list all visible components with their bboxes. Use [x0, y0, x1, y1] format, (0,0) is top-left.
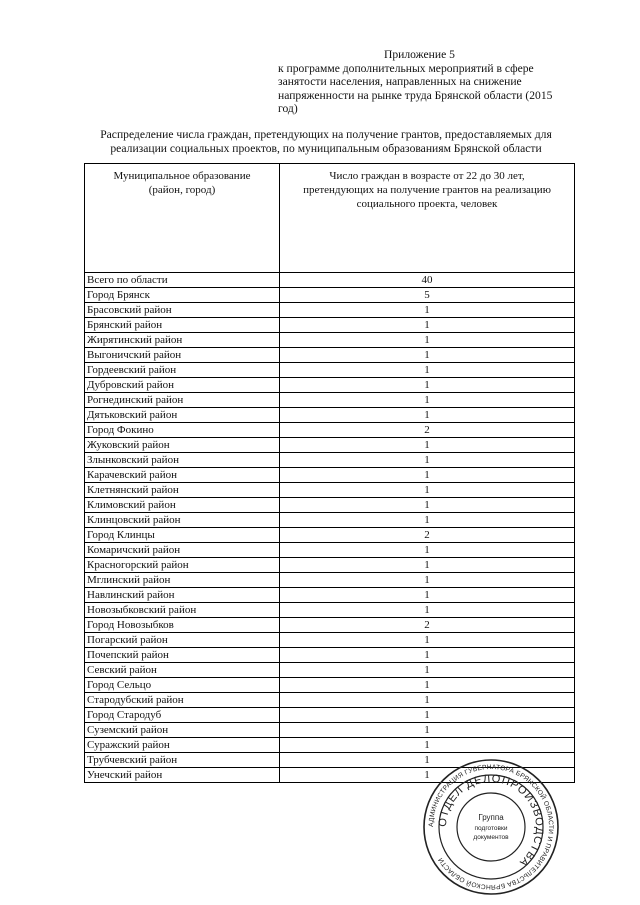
municipality-name: Город Брянск: [85, 288, 280, 303]
municipality-name: Город Сельцо: [85, 678, 280, 693]
municipality-name: Новозыбковский район: [85, 603, 280, 618]
table-row: [85, 573, 575, 588]
municipality-name: Город Стародуб: [85, 708, 280, 723]
table-row: [85, 663, 575, 678]
citizen-count: 1: [280, 588, 575, 603]
stamp-ring-text: АДМИНИСТРАЦИЯ ГУБЕРНАТОРА БРЯНСКОЙ ОБЛАСТИ И ПРАВИТЕЛЬСТВА БРЯНСКОЙ ОБЛАСТИ: [427, 763, 555, 891]
table-row: [85, 558, 575, 573]
municipality-name: Брасовский район: [85, 303, 280, 318]
municipality-name: Суземский район: [85, 723, 280, 738]
municipality-name: Город Клинцы: [85, 528, 280, 543]
citizen-count: 1: [280, 648, 575, 663]
citizen-count: 1: [280, 438, 575, 453]
caption-line: Распределение числа граждан, претендующих на получение грантов, предоставляемых для: [100, 128, 552, 141]
table-row: [85, 543, 575, 558]
municipality-name: Гордеевский район: [85, 363, 280, 378]
official-stamp: [420, 756, 562, 898]
table-row: [85, 333, 575, 348]
citizen-count: 1: [280, 393, 575, 408]
citizen-count: 1: [280, 738, 575, 753]
municipality-name: Всего по области: [85, 273, 280, 288]
appendix-line: напряженности на рынке труда Брянской области (2015: [278, 88, 553, 102]
table-row: [85, 393, 575, 408]
citizen-count: 1: [280, 513, 575, 528]
citizen-count: 1: [280, 498, 575, 513]
table-row: [85, 738, 575, 753]
document-caption: [66, 128, 586, 156]
table-row: [85, 363, 575, 378]
municipality-name: Рогнединский район: [85, 393, 280, 408]
citizen-count: 1: [280, 543, 575, 558]
municipality-name: Город Новозыбков: [85, 618, 280, 633]
citizen-count: 1: [280, 333, 575, 348]
citizen-count: 2: [280, 618, 575, 633]
municipality-name: Клинцовский район: [85, 513, 280, 528]
table-row: [85, 453, 575, 468]
municipality-name: Стародубский район: [85, 693, 280, 708]
municipality-name: Красногорский район: [85, 558, 280, 573]
distribution-table: [84, 163, 575, 783]
citizen-count: 1: [280, 483, 575, 498]
municipality-name: Злынковский район: [85, 453, 280, 468]
citizen-count: 1: [280, 318, 575, 333]
citizen-count: 1: [280, 723, 575, 738]
table-row: [85, 273, 575, 288]
citizen-count: 1: [280, 558, 575, 573]
table-row: [85, 678, 575, 693]
stamp-middle-text: ОТДЕЛ ДЕЛОПРОИЗВОДСТВА: [436, 772, 546, 870]
citizen-count: 1: [280, 693, 575, 708]
appendix-title: Приложение 5: [384, 48, 455, 61]
appendix-line: год): [278, 102, 298, 115]
citizen-count: 1: [280, 363, 575, 378]
table-row: [85, 723, 575, 738]
citizen-count: 1: [280, 708, 575, 723]
municipality-name: Суражский район: [85, 738, 280, 753]
municipality-name: Климовский район: [85, 498, 280, 513]
citizen-count: 2: [280, 423, 575, 438]
citizen-count: 1: [280, 573, 575, 588]
table-row: [85, 423, 575, 438]
municipality-name: Клетнянский район: [85, 483, 280, 498]
table-row: [85, 288, 575, 303]
stamp-center-line: Группа: [478, 813, 504, 822]
appendix-line: к программе дополнительных мероприятий в сфере: [278, 61, 534, 75]
table-row: [85, 528, 575, 543]
citizen-count: 1: [280, 663, 575, 678]
citizen-count: 1: [280, 633, 575, 648]
table-row: [85, 468, 575, 483]
header-municipality: Муниципальное образование (район, город): [85, 164, 280, 273]
municipality-name: Дятьковский район: [85, 408, 280, 423]
citizen-count: 1: [280, 768, 575, 783]
header-citizen-count: Число граждан в возрасте от 22 до 30 лет, претендующих на получение грантов на реализацию социального проекта, человек: [280, 164, 575, 273]
table-row: [85, 708, 575, 723]
table-row: [85, 378, 575, 393]
municipality-name: Севский район: [85, 663, 280, 678]
municipality-name: Жуковский район: [85, 438, 280, 453]
municipality-name: Мглинский район: [85, 573, 280, 588]
citizen-count: 1: [280, 378, 575, 393]
stamp-center-line: документов: [473, 834, 509, 841]
citizen-count: 1: [280, 468, 575, 483]
table-row: [85, 693, 575, 708]
appendix-line: занятости населения, направленных на снижение: [278, 75, 522, 88]
table-row: [85, 588, 575, 603]
municipality-name: Брянский район: [85, 318, 280, 333]
stamp-center-line: подготовки: [474, 825, 508, 832]
table-row: [85, 618, 575, 633]
municipality-name: Погарский район: [85, 633, 280, 648]
table-row: [85, 633, 575, 648]
municipality-name: Навлинский район: [85, 588, 280, 603]
citizen-count: 40: [280, 273, 575, 288]
municipality-name: Трубчевский район: [85, 753, 280, 768]
citizen-count: 1: [280, 603, 575, 618]
appendix-heading: [278, 48, 598, 116]
table-row: [85, 303, 575, 318]
table-row: [85, 483, 575, 498]
citizen-count: 2: [280, 528, 575, 543]
table-row: [85, 408, 575, 423]
table-row: [85, 318, 575, 333]
caption-line: реализации социальных проектов, по муниципальным образованиям Брянской области: [110, 142, 542, 155]
citizen-count: 1: [280, 303, 575, 318]
municipality-name: Город Фокино: [85, 423, 280, 438]
citizen-count: 1: [280, 753, 575, 768]
table-row: [85, 348, 575, 363]
municipality-name: Выгоничский район: [85, 348, 280, 363]
table-row: [85, 513, 575, 528]
municipality-name: Комаричский район: [85, 543, 280, 558]
municipality-name: Унечский район: [85, 768, 280, 783]
municipality-name: Карачевский район: [85, 468, 280, 483]
citizen-count: 1: [280, 408, 575, 423]
table-row: [85, 648, 575, 663]
citizen-count: 1: [280, 678, 575, 693]
citizen-count: 1: [280, 453, 575, 468]
table-row: [85, 438, 575, 453]
citizen-count: 1: [280, 348, 575, 363]
citizen-count: 5: [280, 288, 575, 303]
municipality-name: Почепский район: [85, 648, 280, 663]
table-row: [85, 498, 575, 513]
table-body: [85, 273, 575, 783]
municipality-name: Дубровский район: [85, 378, 280, 393]
municipality-name: Жирятинский район: [85, 333, 280, 348]
table-row: [85, 603, 575, 618]
